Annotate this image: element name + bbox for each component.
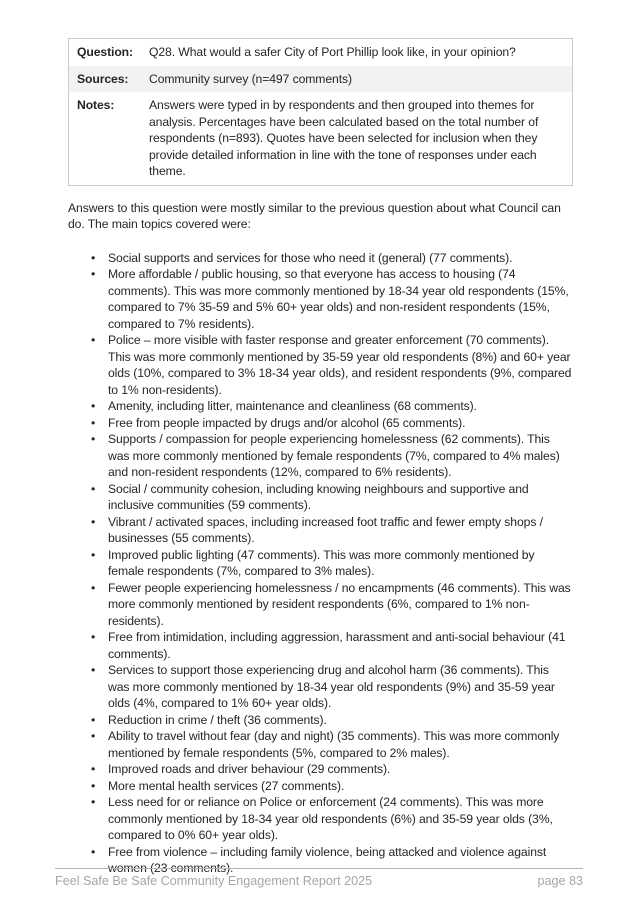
list-item: • Police – more visible with faster response and greater enforcement (70 comments). This was more commonly mentioned by 35-59 year old respondents (8%) and 60+ year olds (10%, compared to 3% 18-34 year olds), and resident respondents (9%, compared to 1% non-residents). <box>108 332 573 398</box>
question-info-table <box>68 38 573 186</box>
list-item: • Reduction in crime / theft (36 comments). <box>108 712 573 729</box>
list-item: • Supports / compassion for people experiencing homelessness (62 comments). This was more commonly mentioned by female respondents (7%, compared to 4% males) and non-resident respondents (12%, compared to 6% residents). <box>108 431 573 481</box>
list-item: • Vibrant / activated spaces, including increased foot traffic and fewer empty shops / businesses (55 comments). <box>108 514 573 547</box>
table-row-value: Community survey (n=497 comments) <box>149 71 352 86</box>
list-item: • Services to support those experiencing drug and alcohol harm (36 comments). This was more commonly mentioned by 18-34 year old respondents (9%) and 35-59 year olds (4%, compared to 1% 60+ year olds). <box>108 662 573 712</box>
table-row-label: Notes: <box>77 98 115 112</box>
list-item: • Fewer people experiencing homelessness / no encampments (46 comments). This was more commonly mentioned by resident respondents (6%, compared to 1% non-residents). <box>108 580 573 630</box>
list-item: • Free from people impacted by drugs and/or alcohol (65 comments). <box>108 415 573 432</box>
list-item: • Amenity, including litter, maintenance and cleanliness (68 comments). <box>108 398 573 415</box>
footer-page-number: page 83 <box>537 874 583 888</box>
list-item: • Social / community cohesion, including knowing neighbours and supportive and inclusive communities (59 comments). <box>108 481 573 514</box>
list-item: • Free from intimidation, including aggression, harassment and anti-social behaviour (41 comments). <box>108 629 573 662</box>
table-row-value: Answers were typed in by respondents and then grouped into themes for analysis. Percentages have been calculated based on the total number of respondents (n=893). Quotes have been selected for inclusion when they provide detailed information in line with the tone of responses under each theme. <box>149 98 539 178</box>
table-row-label: Question: <box>77 45 133 59</box>
footer-report-title: Feel Safe Be Safe Community Engagement Report 2025 <box>55 874 373 888</box>
list-item: • Social supports and services for those who need it (general) (77 comments). <box>108 250 573 267</box>
list-item: • Improved public lighting (47 comments). This was more commonly mentioned by female respondents (7%, compared to 3% males). <box>108 547 573 580</box>
intro-paragraph: Answers to this question were mostly similar to the previous question about what Council can do. The main topics covered were: <box>68 200 561 231</box>
list-item: • Free from violence – including family violence, being attacked and violence against women (23 comments). <box>108 844 573 877</box>
table-row <box>69 39 572 66</box>
page-footer <box>55 868 583 890</box>
table-row-value: Q28. What would a safer City of Port Phillip look like, in your opinion? <box>149 45 516 59</box>
list-item: • Ability to travel without fear (day and night) (35 comments). This was more commonly mentioned by female respondents (5%, compared to 2% males). <box>108 728 573 761</box>
list-item: • More affordable / public housing, so that everyone has access to housing (74 comments). This was more commonly mentioned by 18-34 year old respondents (15%, compared to 7% 35-59 and 5% 60+ year olds) and non-resident respondents (15%, compared to 7% residents). <box>108 266 573 332</box>
table-row-label: Sources: <box>77 71 129 86</box>
list-item: • More mental health services (27 comments). <box>108 778 573 795</box>
table-row <box>69 92 572 185</box>
topics-list <box>68 250 573 877</box>
list-item: • Less need for or reliance on Police or enforcement (24 comments). This was more commonly mentioned by 18-34 year old respondents (6%) and 35-59 year olds (3%, compared to 0% 60+ year olds). <box>108 794 573 844</box>
table-row <box>69 66 572 93</box>
list-item: • Improved roads and driver behaviour (29 comments). <box>108 761 573 778</box>
